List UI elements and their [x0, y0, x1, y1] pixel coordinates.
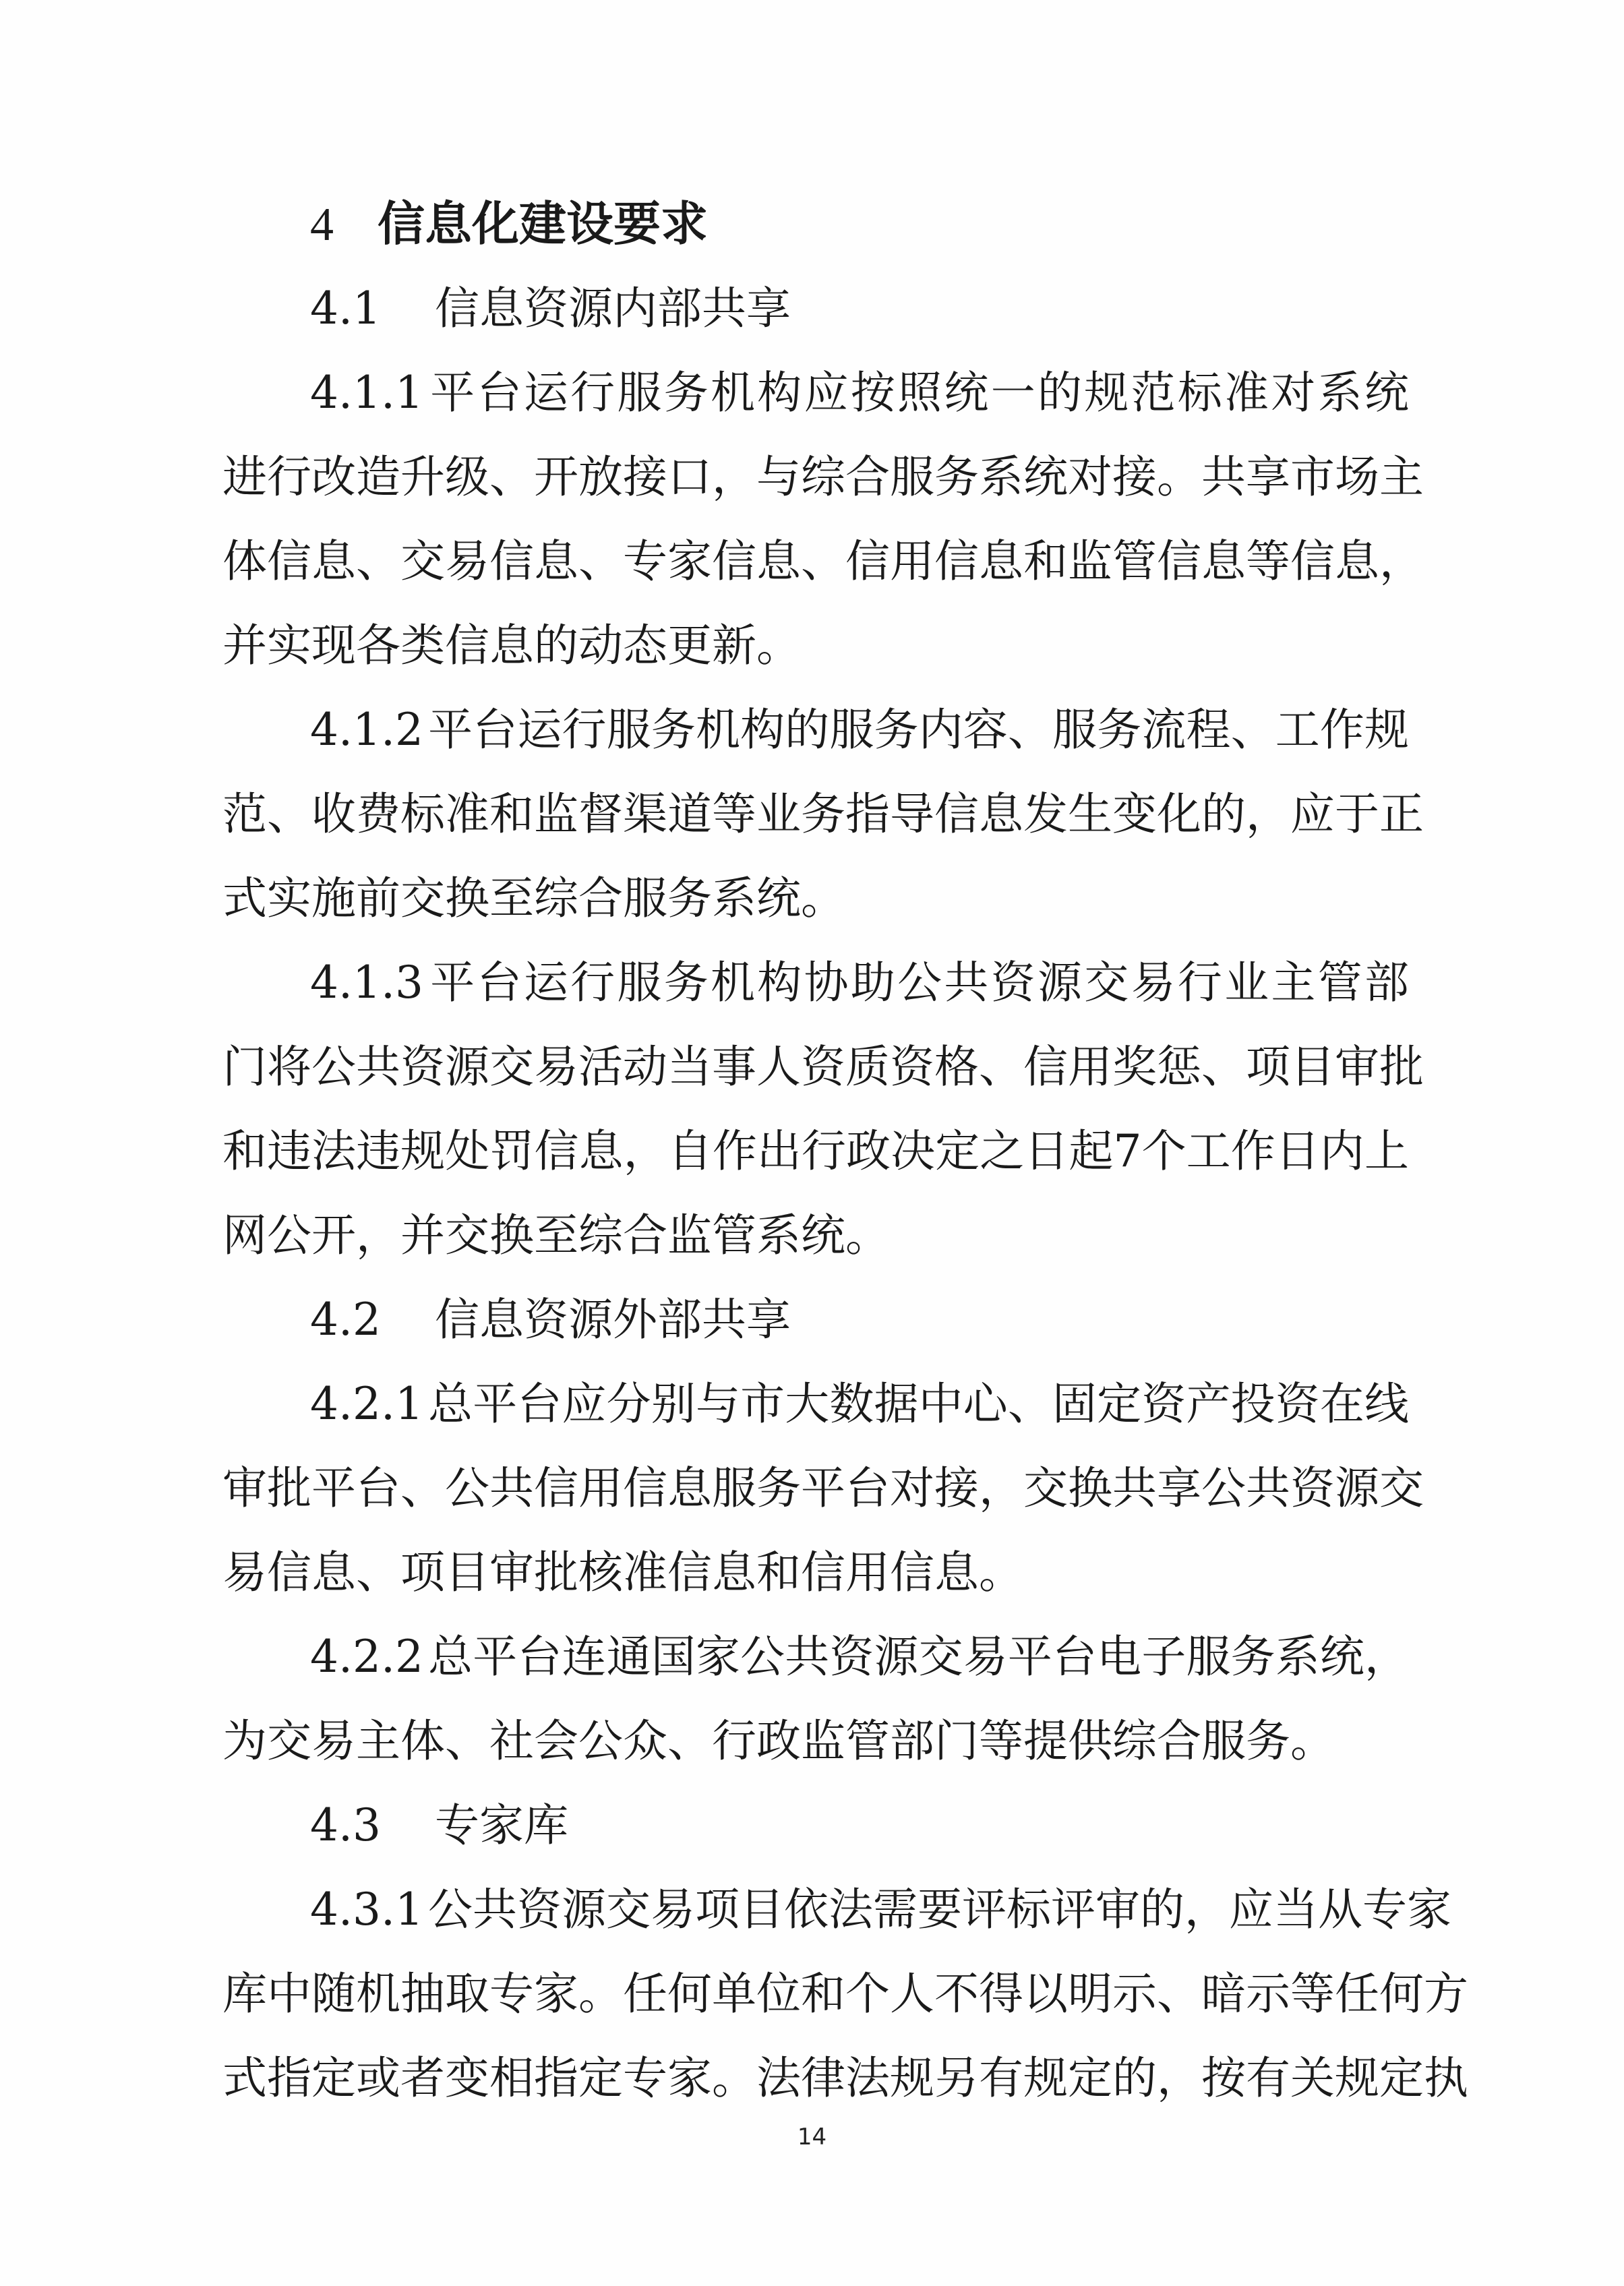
chapter-title: 信息化建设要求	[378, 196, 708, 251]
page-number: 14	[797, 2124, 827, 2150]
clause-number: 4.1.1	[310, 367, 423, 419]
text-run: 总平台应分别与市大数据中心、固定资产投资在线	[428, 1378, 1409, 1430]
paragraph-4-1-1-line-2: 进行改造升级、开放接口，与综合服务系统对接。共享市场主	[222, 451, 1424, 503]
paragraph-4-1-1-line-1	[310, 351, 1409, 435]
chapter-heading	[310, 182, 708, 266]
section-heading-4-1	[310, 266, 791, 351]
paragraph-4-3-1-line-3: 式指定或者变相指定专家。法律法规另有规定的，按有关规定执	[222, 2052, 1468, 2104]
paragraph-4-1-3-line-2: 门将公共资源交易活动当事人资质资格、信用奖惩、项目审批	[222, 1041, 1424, 1093]
paragraph-4-1-1-line-3: 体信息、交易信息、专家信息、信用信息和监管信息等信息，	[222, 535, 1424, 587]
section-title: 专家库	[435, 1799, 568, 1851]
paragraph-4-2-2-line-1	[310, 1615, 1409, 1699]
paragraph-4-1-3-line-3: 和违法违规处罚信息，自作出行政决定之日起7个工作日内上	[222, 1125, 1409, 1177]
clause-number: 4.1.3	[310, 957, 423, 1009]
text-run: 平台运行服务机构的服务内容、服务流程、工作规	[428, 704, 1409, 756]
section-title: 信息资源外部共享	[435, 1294, 791, 1346]
section-heading-4-3	[310, 1783, 568, 1867]
paragraph-4-2-2-line-2: 为交易主体、社会公众、行政监管部门等提供综合服务。	[222, 1715, 1335, 1767]
paragraph-4-1-3-line-1	[310, 940, 1409, 1025]
text-run: 总平台连通国家公共资源交易平台电子服务系统，	[428, 1631, 1409, 1683]
paragraph-4-1-2-line-3: 式实施前交换至综合服务系统。	[222, 872, 845, 924]
paragraph-4-3-1-line-1	[310, 1867, 1451, 1952]
clause-number: 4.2.1	[310, 1378, 423, 1430]
section-title: 信息资源内部共享	[435, 282, 791, 334]
paragraph-4-2-1-line-1	[310, 1362, 1409, 1446]
section-number: 4.1	[310, 282, 381, 334]
paragraph-4-3-1-line-2: 库中随机抽取专家。任何单位和个人不得以明示、暗示等任何方	[222, 1968, 1468, 2020]
section-heading-4-2	[310, 1277, 791, 1362]
paragraph-4-1-3-line-4: 网公开，并交换至综合监管系统。	[222, 1209, 890, 1261]
section-number: 4.3	[310, 1799, 381, 1851]
paragraph-4-2-1-line-2: 审批平台、公共信用信息服务平台对接，交换共享公共资源交	[222, 1462, 1424, 1514]
text-run: 公共资源交易项目依法需要评标评审的，应当从专家	[428, 1884, 1451, 1935]
paragraph-4-1-2-line-2: 范、收费标准和监督渠道等业务指导信息发生变化的，应于正	[222, 788, 1424, 840]
text-run: 平台运行服务机构协助公共资源交易行业主管部	[428, 957, 1409, 1009]
clause-number: 4.1.2	[310, 704, 423, 756]
text-run: 平台运行服务机构应按照统一的规范标准对系统	[428, 367, 1409, 419]
clause-number: 4.2.2	[310, 1631, 423, 1683]
chapter-number: 4	[310, 199, 334, 251]
paragraph-4-2-1-line-3: 易信息、项目审批核准信息和信用信息。	[222, 1546, 1023, 1598]
paragraph-4-1-1-line-4: 并实现各类信息的动态更新。	[222, 620, 801, 671]
paragraph-4-1-2-line-1	[310, 688, 1409, 772]
clause-number: 4.3.1	[310, 1884, 423, 1935]
section-number: 4.2	[310, 1294, 381, 1346]
